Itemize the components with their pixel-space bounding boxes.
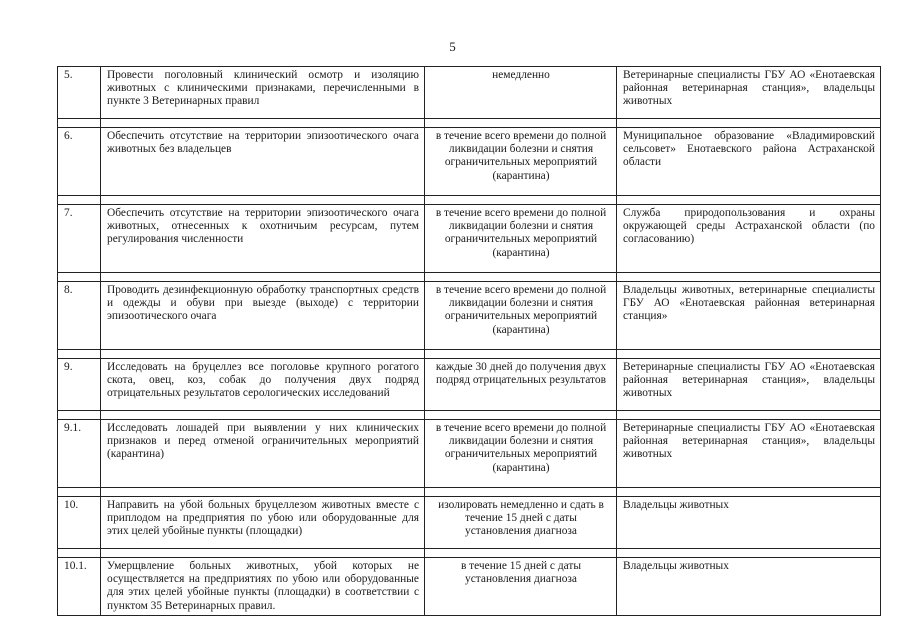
term-cell: в течение всего времени до полной ликвидации болезни и снятия ограничительных мероприятий (карантина) — [425, 420, 617, 488]
row-gap-cell — [425, 411, 617, 420]
row-gap-cell — [617, 488, 881, 497]
table-row — [58, 359, 881, 411]
row-number: 9. — [58, 359, 101, 411]
action-cell: Умерщвление больных животных, убой которых не осуществляется на предприятиях по убою или оборудованные для этих целей убойные пункты (площадки) в соответствии с пунктом 35 Ветеринарных правил. — [101, 558, 425, 616]
row-number: 10. — [58, 497, 101, 549]
row-gap-cell — [425, 273, 617, 282]
row-gap-cell — [101, 196, 425, 205]
row-number: 6. — [58, 128, 101, 196]
table-row — [58, 205, 881, 273]
row-gap-cell — [101, 549, 425, 558]
measures-table-body — [58, 67, 881, 616]
row-gap-cell — [58, 273, 101, 282]
responsible-cell: Владельцы животных — [617, 497, 881, 549]
row-gap-cell — [58, 549, 101, 558]
term-cell: в течение всего времени до полной ликвидации болезни и снятия ограничительных мероприятий (карантина) — [425, 128, 617, 196]
row-gap-cell — [617, 273, 881, 282]
responsible-cell: Служба природопользования и охраны окружающей среды Астраханской области (по согласованию) — [617, 205, 881, 273]
row-gap-cell — [617, 549, 881, 558]
row-gap-cell — [101, 350, 425, 359]
row-gap — [58, 350, 881, 359]
row-gap-cell — [101, 119, 425, 128]
row-gap — [58, 119, 881, 128]
action-cell: Провести поголовный клинический осмотр и изоляцию животных с клиническими признаками, перечисленными в пункте 3 Ветеринарных правил — [101, 67, 425, 119]
action-cell: Исследовать на бруцеллез все поголовье крупного рогатого скота, овец, коз, собак до получения двух подряд отрицательных результатов серологических исследований — [101, 359, 425, 411]
row-gap-cell — [101, 488, 425, 497]
responsible-cell: Муниципальное образование «Владимировский сельсовет» Енотаевского района Астраханской области — [617, 128, 881, 196]
row-gap — [58, 488, 881, 497]
table-row — [58, 67, 881, 119]
row-gap-cell — [617, 411, 881, 420]
responsible-cell: Владельцы животных, ветеринарные специалисты ГБУ АО «Енотаевская районная ветеринарная станция» — [617, 282, 881, 350]
table-row — [58, 128, 881, 196]
row-gap-cell — [101, 273, 425, 282]
row-gap — [58, 549, 881, 558]
action-cell: Исследовать лошадей при выявлении у них клинических признаков и перед отменой ограничительных мероприятий (карантина) — [101, 420, 425, 488]
row-gap-cell — [101, 411, 425, 420]
action-cell: Обеспечить отсутствие на территории эпизоотического очага животных без владельцев — [101, 128, 425, 196]
responsible-cell: Ветеринарные специалисты ГБУ АО «Енотаевская районная ветеринарная станция», владельцы животных — [617, 359, 881, 411]
term-cell: в течение всего времени до полной ликвидации болезни и снятия ограничительных мероприятий (карантина) — [425, 205, 617, 273]
row-gap-cell — [58, 411, 101, 420]
responsible-cell: Ветеринарные специалисты ГБУ АО «Енотаевская районная ветеринарная станция», владельцы животных — [617, 420, 881, 488]
row-gap-cell — [425, 196, 617, 205]
responsible-cell: Ветеринарные специалисты ГБУ АО «Енотаевская районная ветеринарная станция», владельцы животных — [617, 67, 881, 119]
row-gap — [58, 411, 881, 420]
row-gap-cell — [425, 350, 617, 359]
measures-table — [57, 66, 881, 616]
page-number: 5 — [449, 39, 456, 54]
row-gap — [58, 196, 881, 205]
row-gap-cell — [425, 119, 617, 128]
table-row — [58, 558, 881, 616]
row-gap-cell — [58, 350, 101, 359]
row-gap-cell — [617, 196, 881, 205]
term-cell: в течение всего времени до полной ликвидации болезни и снятия ограничительных мероприятий (карантина) — [425, 282, 617, 350]
row-number: 9.1. — [58, 420, 101, 488]
row-gap-cell — [58, 196, 101, 205]
action-cell: Направить на убой больных бруцеллезом животных вместе с приплодом на предприятия по убою или оборудованные для этих целей убойные пункты (площадки) — [101, 497, 425, 549]
term-cell: каждые 30 дней до получения двух подряд отрицательных результатов — [425, 359, 617, 411]
row-number: 5. — [58, 67, 101, 119]
table-row — [58, 497, 881, 549]
action-cell: Обеспечить отсутствие на территории эпизоотического очага животных, отнесенных к охотничьим ресурсам, путем регулирования численности — [101, 205, 425, 273]
table-row — [58, 420, 881, 488]
term-cell: изолировать немедленно и сдать в течение 15 дней с даты установления диагноза — [425, 497, 617, 549]
term-cell: в течение 15 дней с даты установления диагноза — [425, 558, 617, 616]
row-gap-cell — [617, 119, 881, 128]
row-gap-cell — [58, 488, 101, 497]
action-cell: Проводить дезинфекционную обработку транспортных средств и одежды и обуви при выезде (выходе) с территории эпизоотического очага — [101, 282, 425, 350]
responsible-cell: Владельцы животных — [617, 558, 881, 616]
row-gap-cell — [425, 488, 617, 497]
row-gap-cell — [425, 549, 617, 558]
row-number: 7. — [58, 205, 101, 273]
row-gap-cell — [58, 119, 101, 128]
row-number: 10.1. — [58, 558, 101, 616]
table-row — [58, 282, 881, 350]
row-number: 8. — [58, 282, 101, 350]
row-gap — [58, 273, 881, 282]
row-gap-cell — [617, 350, 881, 359]
term-cell: немедленно — [425, 67, 617, 119]
